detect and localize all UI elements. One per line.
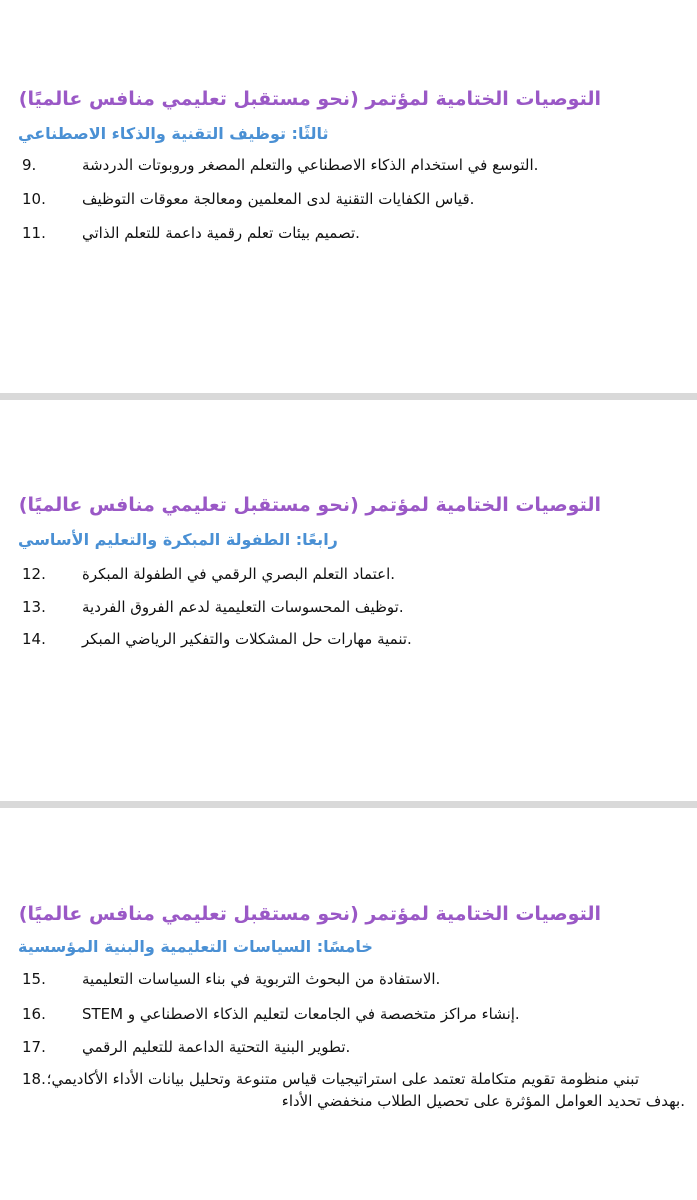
section-policies-infrastructure xyxy=(0,808,697,1200)
list-item xyxy=(22,628,697,650)
item-text: .تنمية مهارات حل المشكلات والتفكير الرياضي المبكر xyxy=(82,630,412,648)
item-number: 17. xyxy=(22,1038,46,1056)
item-text: .التوسع في استخدام الذكاء الاصطناعي والتعلم المصغر وروبوتات الدردشة xyxy=(82,156,539,174)
item-number: 15. xyxy=(22,970,46,988)
list-item xyxy=(22,1068,697,1112)
item-text: .الاستفادة من البحوث التربوية في بناء السياسات التعليمية xyxy=(82,970,441,988)
section-subtitle: ثالثًا: توظيف التقنية والذكاء الاصطناعي xyxy=(18,124,329,143)
section-divider xyxy=(0,393,697,400)
item-number: 11. xyxy=(22,224,46,242)
item-text: .تطوير البنية التحتية الداعمة للتعليم الرقمي xyxy=(82,1038,351,1056)
item-number: 12. xyxy=(22,565,46,583)
item-text: .قياس الكفايات التقنية لدى المعلمين ومعالجة معوقات التوظيف xyxy=(82,190,475,208)
list-item xyxy=(22,596,697,618)
list-item xyxy=(22,968,697,990)
list-item xyxy=(22,1036,697,1058)
item-text: .توظيف المحسوسات التعليمية لدعم الفروق الفردية xyxy=(82,598,404,616)
section-title: التوصيات الختامية لمؤتمر (نحو مستقبل تعليمي منافس عالميًا) xyxy=(18,903,601,925)
item-number: 16. xyxy=(22,1005,46,1023)
section-subtitle: خامسًا: السياسات التعليمية والبنية المؤسسية xyxy=(18,937,373,956)
item-number: 18. xyxy=(22,1070,46,1088)
item-number: 10. xyxy=(22,190,46,208)
item-number: 13. xyxy=(22,598,46,616)
item-text-continuation: .بهدف تحديد العوامل المؤثرة على تحصيل الطلاب منخفضي الأداء xyxy=(281,1092,685,1110)
list-item xyxy=(22,1003,697,1025)
section-title: التوصيات الختامية لمؤتمر (نحو مستقبل تعليمي منافس عالميًا) xyxy=(18,494,601,516)
section-title: التوصيات الختامية لمؤتمر (نحو مستقبل تعليمي منافس عالميًا) xyxy=(18,88,601,110)
item-number: 14. xyxy=(22,630,46,648)
item-text: .اعتماد التعلم البصري الرقمي في الطفولة المبكرة xyxy=(82,565,396,583)
list-item xyxy=(22,563,697,585)
item-text: .تصميم بيئات تعلم رقمية داعمة للتعلم الذاتي xyxy=(82,224,360,242)
item-text: تبني منظومة تقويم متكاملة تعتمد على استراتيجيات قياس متنوعة وتحليل بيانات الأداء الأكاديمي؛ xyxy=(46,1070,639,1088)
section-technology-ai xyxy=(0,0,697,393)
list-item xyxy=(22,222,697,244)
item-text: .إنشاء مراكز متخصصة في الجامعات لتعليم الذكاء الاصطناعي و STEM xyxy=(82,1005,520,1023)
list-item xyxy=(22,188,697,210)
section-early-childhood xyxy=(0,400,697,800)
list-item xyxy=(22,154,697,176)
section-divider xyxy=(0,801,697,808)
section-subtitle: رابعًا: الطفولة المبكرة والتعليم الأساسي xyxy=(18,530,338,549)
item-number: 9. xyxy=(22,156,37,174)
